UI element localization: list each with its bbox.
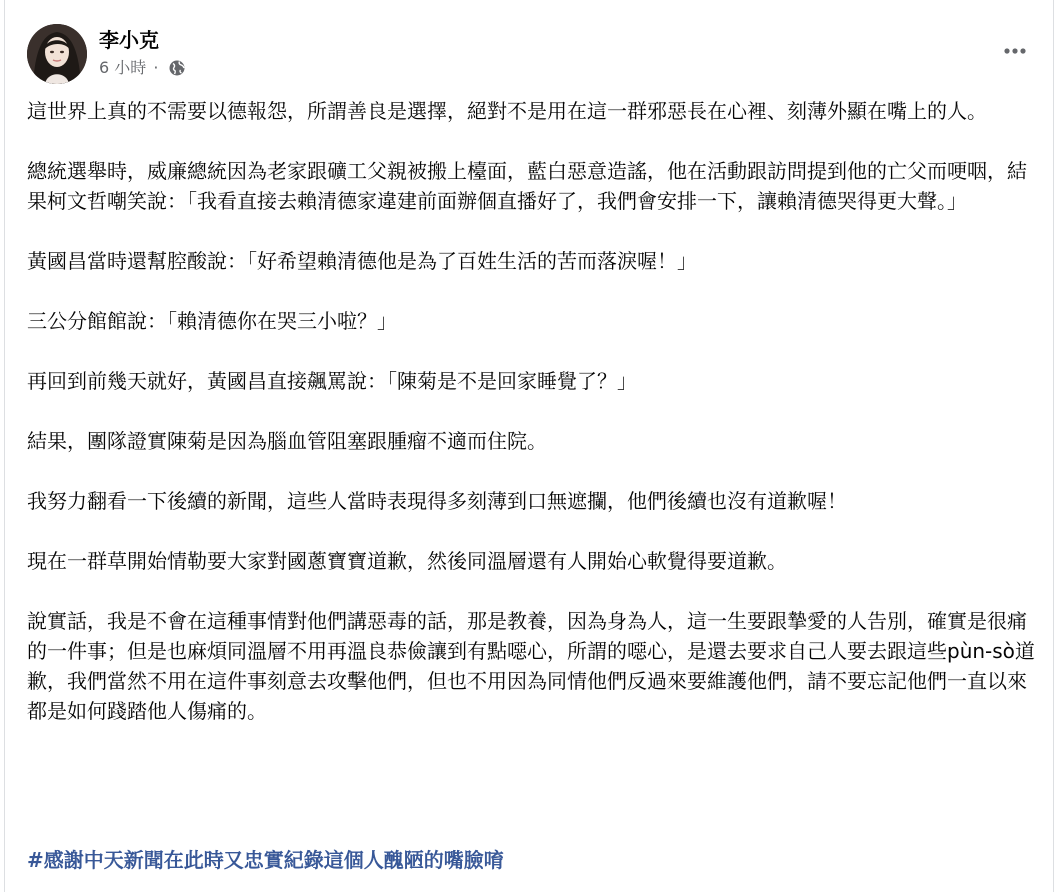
post-paragraph: 三公分館館說：「賴清德你在哭三小啦？」 <box>27 309 397 333</box>
post-header <box>27 24 1037 84</box>
post-meta <box>99 58 186 82</box>
globe-icon[interactable] <box>168 59 186 82</box>
post-paragraph: 結果，團隊證實陳菊是因為腦血管阻塞跟腫瘤不適而住院。 <box>27 429 547 453</box>
post-text <box>27 96 1043 756</box>
post-paragraph: 再回到前幾天就好，黃國昌直接飆罵說：「陳菊是不是回家睡覺了？」 <box>27 369 637 393</box>
post-time[interactable]: 6 小時 <box>99 58 147 77</box>
post-paragraph: 黃國昌當時還幫腔酸說：「好希望賴清德他是為了百姓生活的苦而落淚喔！」 <box>27 249 697 273</box>
avatar-image <box>27 24 87 84</box>
hashtag-link[interactable]: #感謝中天新聞在此時又忠實紀錄這個人醜陋的嘴臉唷 <box>27 848 504 872</box>
avatar[interactable] <box>27 24 87 84</box>
post-paragraph: 說實話，我是不會在這種事情對他們講惡毒的話，那是教養，因為身為人，這一生要跟摯愛的人告別，確實是很痛的一件事；但是也麻煩同溫層不用再溫良恭儉讓到有點噁心，所謂的噁心，是還去要求自己人要去跟這些pùn-sò道歉，我們當然不用在這件事刻意去攻擊他們，但也不用因為同情他們反過來要維護他們，請不要忘記他們一直以來都是如何踐踏他人傷痛的。 <box>27 609 1035 723</box>
post-paragraph: 現在一群草開始情勒要大家對國蔥寶寶道歉，然後同溫層還有人開始心軟覺得要道歉。 <box>27 549 787 573</box>
author-name[interactable]: 李小克 <box>99 28 159 52</box>
more-options-icon <box>997 36 1033 66</box>
post-paragraph: 這世界上真的不需要以德報怨，所謂善良是選擇，絕對不是用在這一群邪惡長在心裡、刻薄外顯在嘴上的人。 <box>27 99 987 123</box>
post-paragraph: 總統選舉時，威廉總統因為老家跟礦工父親被搬上檯面，藍白惡意造謠，他在活動跟訪問提到他的亡父而哽咽，結果柯文哲嘲笑說：「我看直接去賴清德家違建前面辦個直播好了，我們會安排一下，讓賴清德哭得更大聲。」 <box>27 159 1027 213</box>
post-card <box>4 0 1054 892</box>
post-paragraph: 我努力翻看一下後續的新聞，這些人當時表現得多刻薄到口無遮攔，他們後續也沒有道歉喔！ <box>27 489 847 513</box>
meta-separator: · <box>153 58 159 77</box>
more-options-button[interactable] <box>997 36 1033 66</box>
